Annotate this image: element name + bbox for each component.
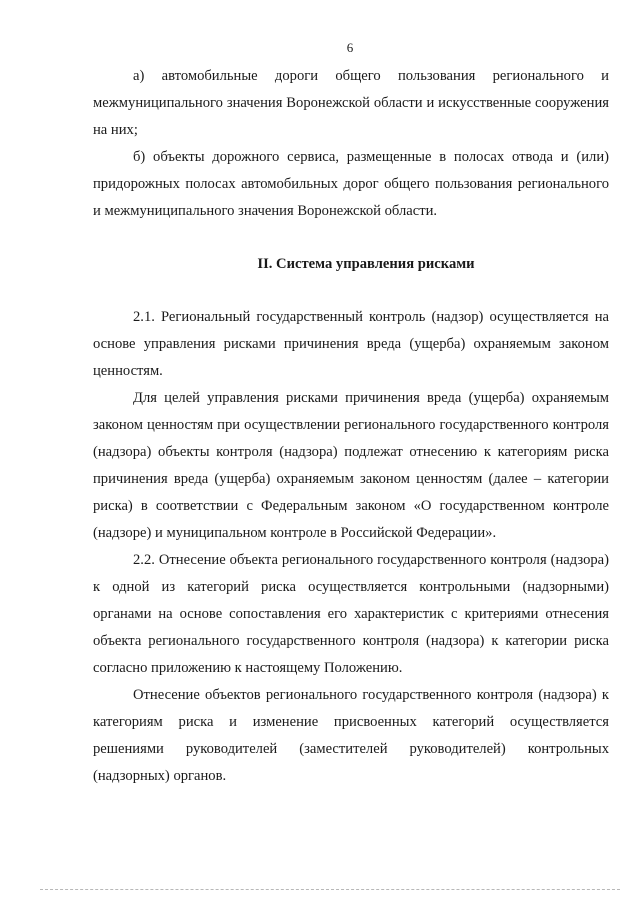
page-bottom-divider — [40, 889, 620, 890]
paragraph-2-2: 2.2. Отнесение объекта регионального государственного контроля (надзора) к одной из категорий риска осуществляется контрольными (надзорными) органами на основе сопоставления его характеристик с критериями отнесения объекта регионального государственного контроля (надзора) к категории риска согласно приложению к настоящему Положению. — [93, 552, 609, 676]
paragraph-2-1: 2.1. Региональный государственный контроль (надзор) осуществляется на основе управления рисками причинения вреда (ущерба) охраняемым законом ценностям. — [93, 309, 609, 379]
paragraph-road-service: б) объекты дорожного сервиса, размещенные в полосах отвода и (или) придорожных полосах автомобильных дорог общего пользования регионального и межмуниципального значения Воронежской области. — [93, 149, 609, 219]
paragraph-risk-assignment: Отнесение объектов регионального государственного контроля (надзора) к категориям риска и изменение присвоенных категорий осуществляется решениями руководителей (заместителей руководителей) контрольных (надзорных) органов. — [93, 687, 609, 784]
paragraph-risk-goals: Для целей управления рисками причинения вреда (ущерба) охраняемым законом ценностям при осуществлении регионального государственного контроля (надзора) объекты контроля (надзора) подлежат отнесению к категориям риска причинения вреда (ущерба) охраняемым законом ценностям (далее – категории риска) в соответствии с Федеральным законом «О государственном контроле (надзоре) и муниципальном контроле в Российской Федерации». — [93, 390, 609, 541]
page-number: 6 — [346, 40, 354, 55]
section-heading: II. Система управления рисками — [257, 256, 475, 272]
document-body — [93, 63, 609, 790]
paragraph-roads: а) автомобильные дороги общего пользования регионального и межмуниципального значения Воронежской области и искусственные сооружения на них; — [93, 68, 609, 138]
